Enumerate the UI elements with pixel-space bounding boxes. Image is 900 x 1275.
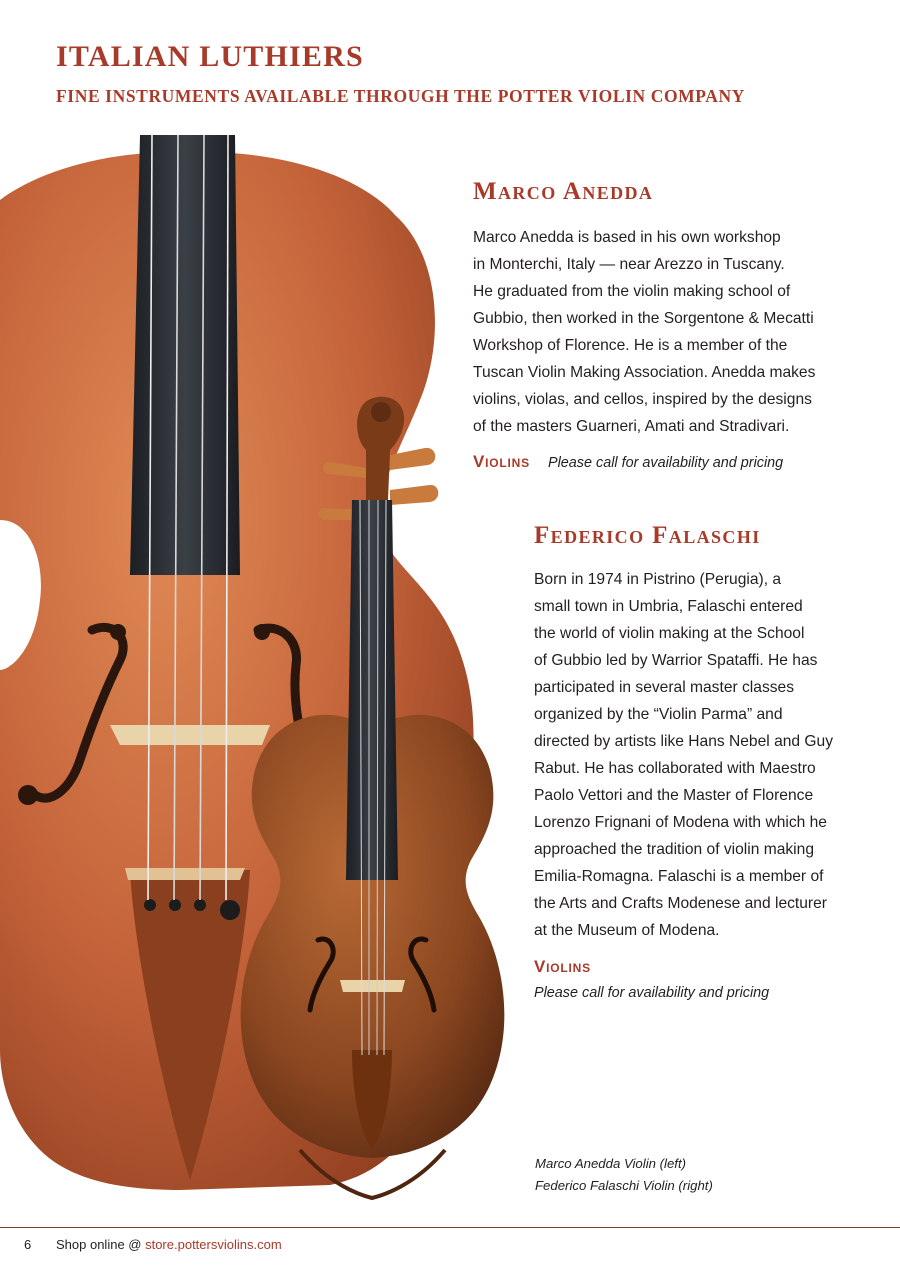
bio-line: of the masters Guarneri, Amati and Stradivari. (473, 418, 790, 435)
bio-line: the Arts and Crafts Modenese and lecturer (534, 895, 827, 912)
bio-line: small town in Umbria, Falaschi entered (534, 598, 803, 615)
caption-line: Marco Anedda Violin (left) (535, 1156, 686, 1171)
page-number: 6 (24, 1237, 32, 1252)
page-subtitle: FINE INSTRUMENTS AVAILABLE THROUGH THE POTTER VIOLIN COMPANY (56, 86, 745, 106)
bio-line: of Gubbio led by Warrior Spataffi. He has (534, 652, 818, 669)
instrument-label-violins: Violins (534, 957, 591, 976)
bio-line: Emilia-Romagna. Falaschi is a member of (534, 868, 824, 885)
footer-divider (0, 1227, 900, 1228)
bio-line: Born in 1974 in Pistrino (Perugia), a (534, 571, 782, 588)
pricing-note: Please call for availability and pricing (534, 985, 770, 1001)
maker-name-marco-anedda: Marco Anedda (473, 178, 654, 205)
photo-caption (535, 1153, 713, 1197)
bio-line: Workshop of Florence. He is a member of the (473, 337, 788, 354)
maker-name-federico-falaschi: Federico Falaschi (534, 522, 761, 549)
bio-line: Lorenzo Frignani of Modena with which he (534, 814, 827, 831)
bio-line: Marco Anedda is based in his own workshop (473, 229, 781, 246)
violins-photo (0, 130, 540, 1210)
bio-line: participated in several master classes (534, 679, 795, 696)
instrument-label-violins: Violins (473, 452, 530, 471)
bio-line: Rabut. He has collaborated with Maestro (534, 760, 816, 777)
pricing-note: Please call for availability and pricing (548, 455, 784, 471)
bio-line: organized by the “Violin Parma” and (534, 706, 783, 723)
bio-line: Paolo Vettori and the Master of Florence (534, 787, 814, 804)
bio-line: Tuscan Violin Making Association. Anedda makes (473, 364, 816, 381)
shop-text: Shop online @ (56, 1237, 146, 1252)
page-title: ITALIAN LUTHIERS (56, 40, 364, 73)
bio-line: violins, violas, and cellos, inspired by the designs (473, 391, 812, 408)
maker-bio-federico-falaschi (534, 566, 833, 944)
bio-line: Gubbio, then worked in the Sorgentone & Mecatti (473, 310, 814, 327)
bio-line: directed by artists like Hans Nebel and Guy (534, 733, 834, 750)
shop-link[interactable]: store.pottersviolins.com (145, 1237, 282, 1252)
bio-line: in Monterchi, Italy — near Arezzo in Tuscany. (473, 256, 785, 273)
bio-line: at the Museum of Modena. (534, 922, 720, 939)
maker-bio-marco-anedda (473, 224, 815, 440)
bio-line: He graduated from the violin making school of (473, 283, 791, 300)
footer-shop-line (56, 1237, 282, 1252)
bio-line: the world of violin making at the School (534, 625, 805, 642)
caption-line: Federico Falaschi Violin (right) (535, 1178, 713, 1193)
bio-line: approached the tradition of violin making (534, 841, 814, 858)
